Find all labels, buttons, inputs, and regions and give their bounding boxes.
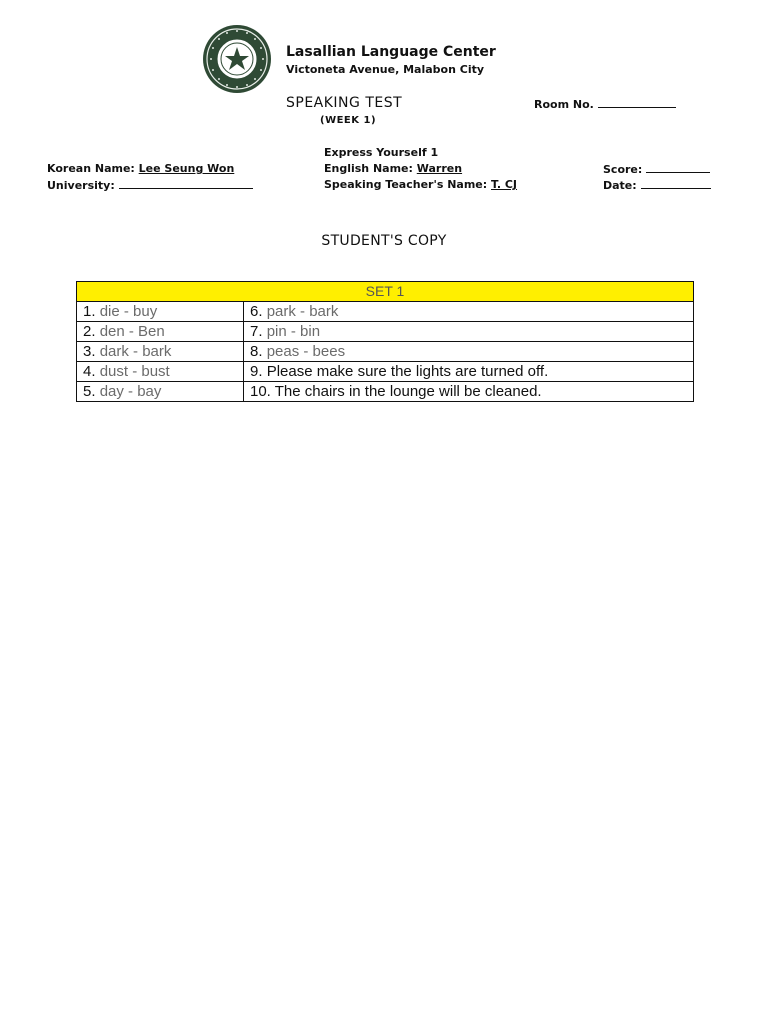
item-text: peas - bees [266, 343, 346, 360]
item-cell [77, 322, 244, 342]
item-text: day - bay [99, 383, 162, 400]
item-text: The chairs in the lounge will be cleaned. [274, 383, 542, 400]
test-title: SPEAKING TEST [286, 95, 403, 111]
item-cell [244, 342, 694, 362]
item-text: den - Ben [99, 323, 165, 340]
korean-name-value: Lee Seung Won [138, 162, 235, 175]
teacher-name-label: Speaking Teacher's Name: [324, 178, 488, 191]
item-cell [244, 362, 694, 382]
item-number: 3. [83, 343, 96, 360]
item-number: 5. [83, 383, 96, 400]
week-label: (WEEK 1) [320, 115, 377, 126]
score-label: Score: [603, 163, 643, 176]
english-name-field [324, 162, 462, 175]
room-number-field [534, 97, 676, 111]
item-number: 2. [83, 323, 96, 340]
set-header-row [77, 282, 694, 302]
score-field [603, 162, 710, 176]
item-number: 8. [250, 343, 263, 360]
teacher-name-field [324, 178, 517, 191]
item-cell [77, 382, 244, 402]
table-row [77, 302, 694, 322]
date-field [603, 178, 711, 192]
item-number: 1. [83, 303, 96, 320]
table-row [77, 382, 694, 402]
item-text: park - bark [266, 303, 339, 320]
korean-name-field [47, 162, 234, 175]
table-row [77, 362, 694, 382]
school-seal-logo [202, 24, 272, 94]
date-blank[interactable] [641, 178, 711, 189]
organization-address: Victoneta Avenue, Malabon City [286, 63, 485, 76]
organization-name: Lasallian Language Center [286, 44, 496, 60]
english-name-label: English Name: [324, 162, 413, 175]
table-row [77, 322, 694, 342]
score-blank[interactable] [646, 162, 710, 173]
item-text: dark - bark [99, 343, 172, 360]
item-text: pin - bin [266, 323, 321, 340]
item-cell [244, 322, 694, 342]
item-cell [77, 342, 244, 362]
item-text: die - buy [99, 303, 158, 320]
university-label: University: [47, 179, 115, 192]
item-cell [77, 362, 244, 382]
set-1-table [76, 281, 694, 402]
room-number-blank[interactable] [598, 97, 676, 108]
korean-name-label: Korean Name: [47, 162, 135, 175]
lesson-title: Express Yourself 1 [324, 146, 439, 159]
english-name-value: Warren [416, 162, 463, 175]
table-row [77, 342, 694, 362]
item-text: dust - bust [99, 363, 170, 380]
item-number: 4. [83, 363, 96, 380]
item-cell [77, 302, 244, 322]
university-blank[interactable] [119, 178, 253, 189]
teacher-name-value: T. CJ [491, 178, 518, 191]
item-cell [244, 302, 694, 322]
set-title: SET 1 [77, 282, 694, 302]
item-number: 6. [250, 303, 263, 320]
item-number: 10. [250, 383, 271, 400]
item-cell [244, 382, 694, 402]
item-number: 7. [250, 323, 263, 340]
room-number-label: Room No. [534, 98, 594, 111]
item-number: 9. [250, 363, 263, 380]
item-text: Please make sure the lights are turned off. [266, 363, 549, 380]
university-field [47, 178, 253, 192]
date-label: Date: [603, 179, 637, 192]
students-copy-heading: STUDENT'S COPY [321, 233, 447, 249]
